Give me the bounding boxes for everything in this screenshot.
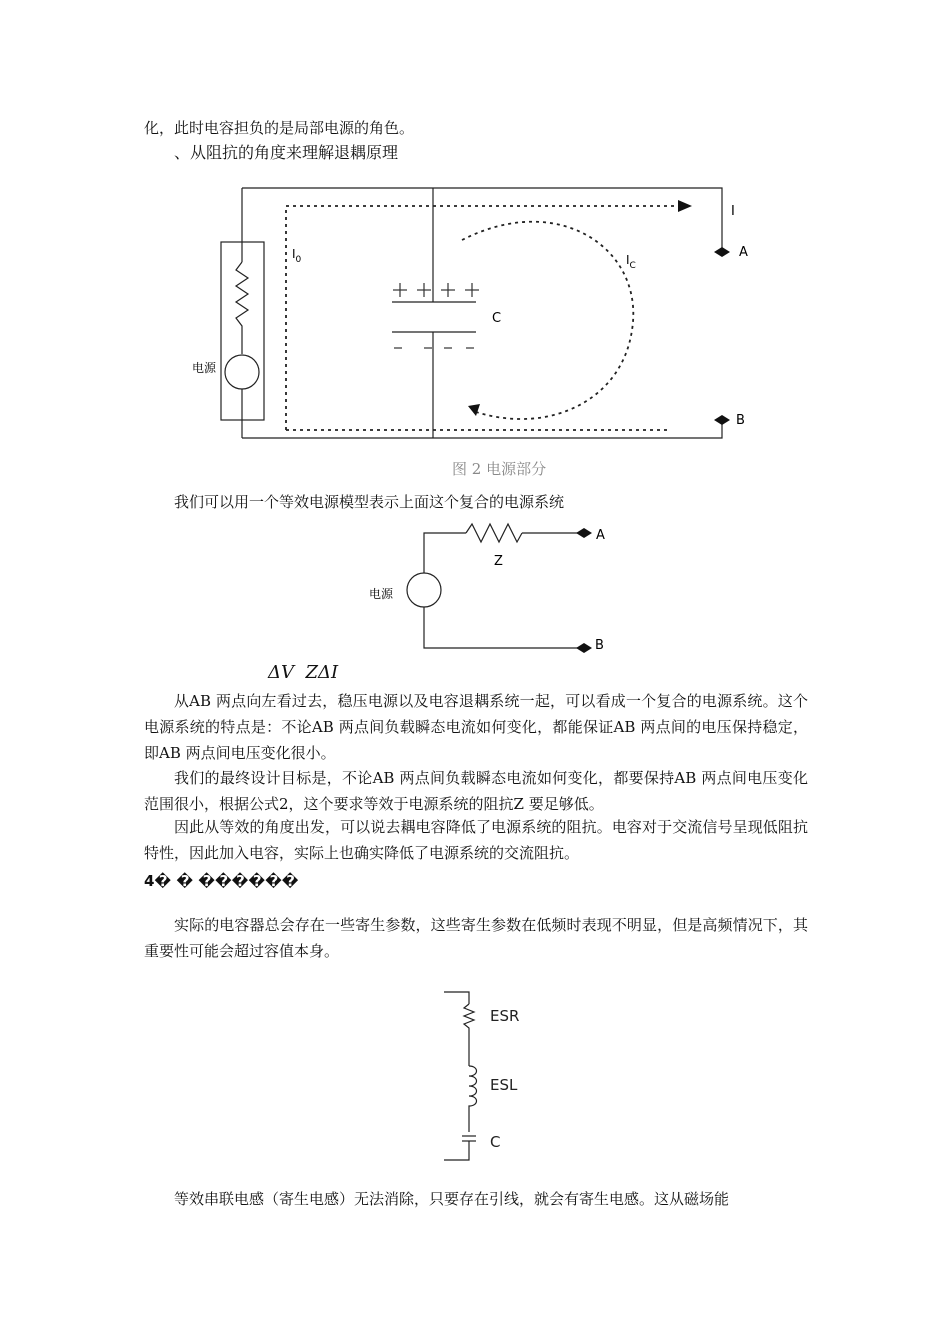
section-4-heading: 4� � ������ xyxy=(144,872,299,890)
esr-resistor-icon xyxy=(464,1004,474,1066)
label-i0: $I_0$ xyxy=(292,247,302,265)
label-power-source: 电源 xyxy=(192,361,217,375)
text-line-top: 化，此时电容担负的是局部电源的角色。 xyxy=(144,119,415,137)
figure-2-caption: 图 2 电源部分 xyxy=(452,460,547,478)
text-model-intro: 我们可以用一个等效电源模型表示上面这个复合的电源系统 xyxy=(174,493,565,511)
label-a: A xyxy=(739,245,748,260)
label-power-source-2: 电源 xyxy=(369,587,394,601)
label-b: B xyxy=(736,413,745,428)
paragraph-5: 等效串联电感（寄生电感）无法消除，只要存在引线，就会有寄生电感。这从磁场能 xyxy=(174,1190,730,1208)
paragraph-2: 我们的最终设计目标是，不论AB 两点间负载瞬态电流如何变化，都要保持AB 两点间电压变化范围很小，根据公式2，这个要求等效于电源系统的阻抗Z 要足够低。 xyxy=(144,769,808,813)
formula-delta-v: ΔV ZΔI xyxy=(268,662,339,683)
label-i: I xyxy=(731,204,735,219)
label-esr: ESR xyxy=(490,1007,520,1025)
label-ic: $I_C$ xyxy=(626,253,636,271)
label-a2: A xyxy=(596,528,605,543)
esl-inductor-icon xyxy=(469,1066,477,1132)
label-b2: B xyxy=(595,638,604,653)
paragraph-1: 从AB 两点向左看过去，稳压电源以及电容退耦系统一起，可以看成一个复合的电源系统。这个电源系统的特点是：不论AB 两点间负载瞬态电流如何变化，都能保证AB 两点间的电压保持稳定，即AB 两点间电压变化很小。 xyxy=(144,692,808,762)
label-c: C xyxy=(492,311,502,326)
label-z: Z xyxy=(494,554,503,569)
label-capacitor: C xyxy=(490,1133,501,1151)
paragraph-3: 因此从等效的角度出发，可以说去耦电容降低了电源系统的阻抗。电容对于交流信号呈现低阻抗特性，因此加入电容，实际上也确实降低了电源系统的交流阻抗。 xyxy=(144,818,808,862)
paragraph-4: 实际的电容器总会存在一些寄生参数，这些寄生参数在低频时表现不明显，但是高频情况下，其重要性可能会超过容值本身。 xyxy=(144,916,808,960)
heading-impedance: 、从阻抗的角度来理解退耦原理 xyxy=(174,143,399,162)
label-esl: ESL xyxy=(490,1076,518,1094)
